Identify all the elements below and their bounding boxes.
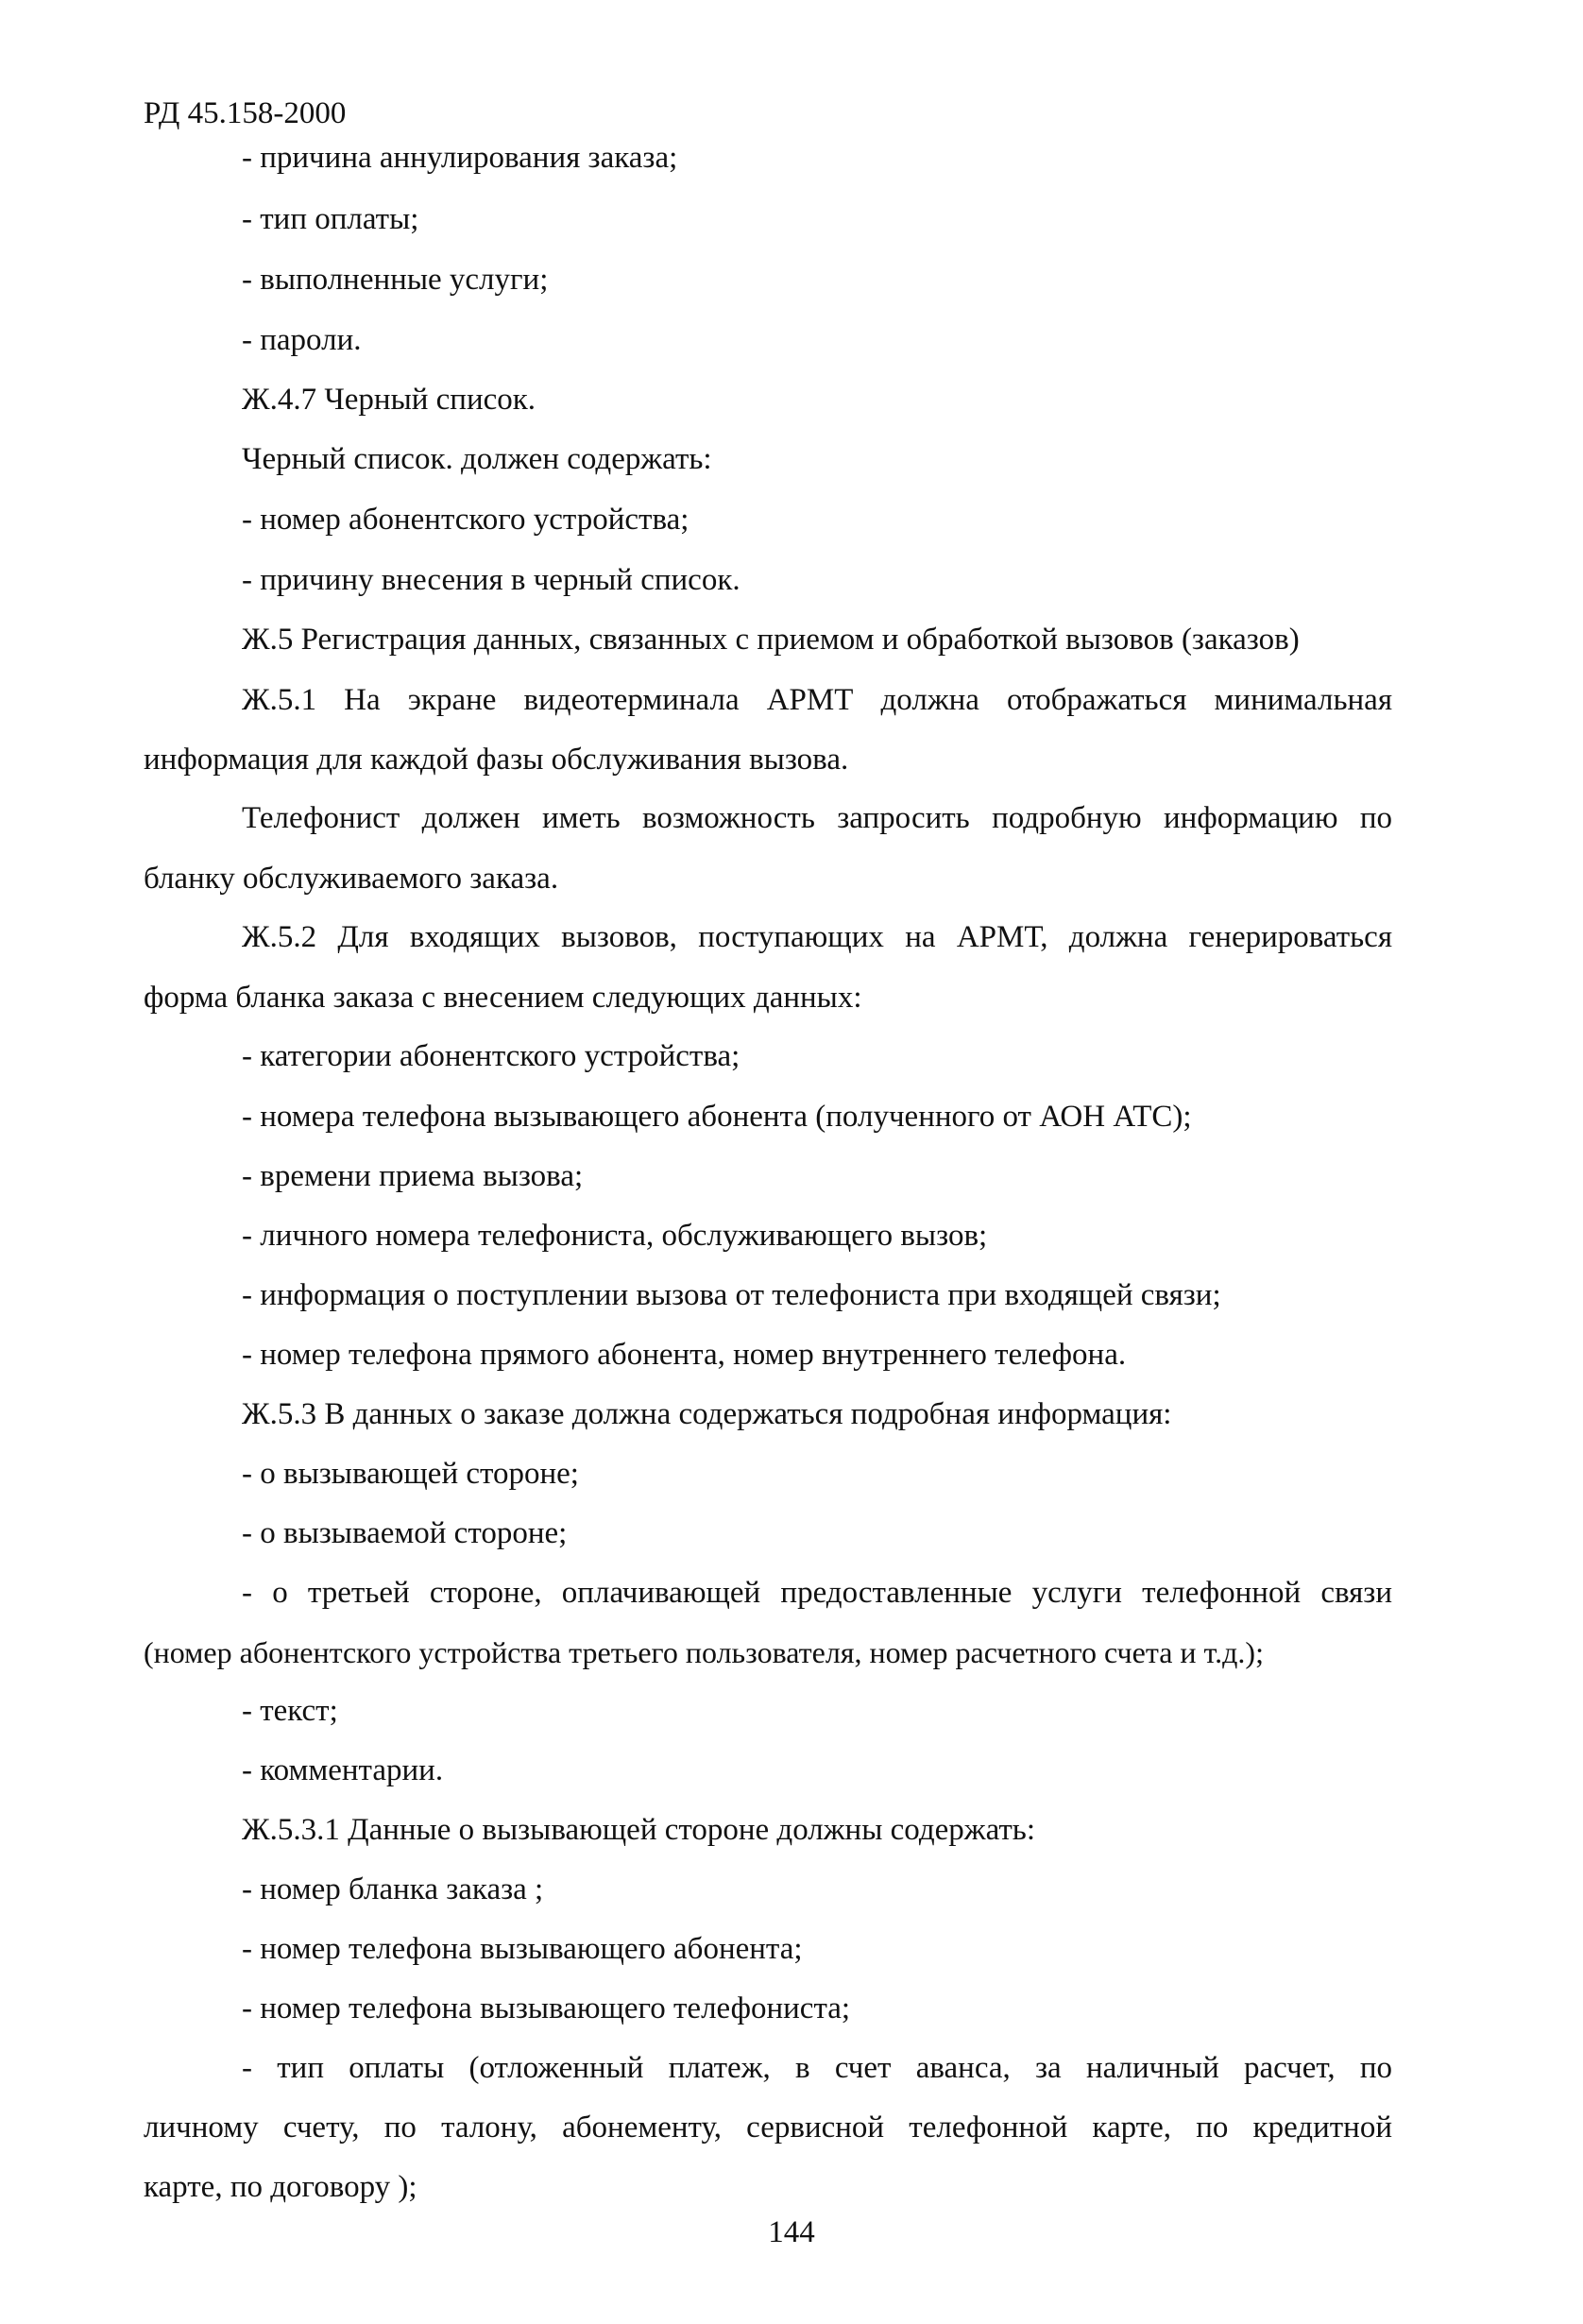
text-line: карте, по договору ); <box>144 2170 417 2204</box>
text-line: - о вызываемой стороне; <box>242 1516 568 1550</box>
text-line: - тип оплаты; <box>242 202 419 236</box>
text-line: бланку обслуживаемого заказа. <box>144 862 559 896</box>
text-line: - причину внесения в черный список. <box>242 563 740 597</box>
text-line: - номер телефона вызывающего абонента; <box>242 1932 803 1966</box>
text-line: - текст; <box>242 1694 338 1728</box>
text-line: Телефонист должен иметь возможность запросить подробную информацию по <box>242 801 1392 835</box>
text-line: Ж.5.1 На экране видеотерминала АРМТ должна отображаться минимальная <box>242 683 1392 717</box>
text-line: - времени приема вызова; <box>242 1159 584 1193</box>
text-line: - причина аннулирования заказа; <box>242 141 678 175</box>
text-line: - номер бланка заказа ; <box>242 1872 544 1906</box>
text-line: - о вызывающей стороне; <box>242 1457 579 1491</box>
text-line: - номер телефона прямого абонента, номер внутреннего телефона. <box>242 1338 1127 1372</box>
text-line: - номер телефона вызывающего телефониста; <box>242 1991 851 2025</box>
text-line: Черный список. должен содержать: <box>242 442 712 476</box>
text-line: - информация о поступлении вызова от телефониста при входящей связи; <box>242 1278 1221 1312</box>
text-line: информация для каждой фазы обслуживания вызова. <box>144 743 849 777</box>
section-heading: Ж.5.3.1 Данные о вызывающей стороне должны содержать: <box>242 1813 1036 1847</box>
text-line: - выполненные услуги; <box>242 263 549 297</box>
document-code-header: РД 45.158-2000 <box>144 96 347 130</box>
section-heading: Ж.5.3 В данных о заказе должна содержаться подробная информация: <box>242 1397 1172 1431</box>
text-line: - номера телефона вызывающего абонента (полученного от АОН АТС); <box>242 1100 1192 1134</box>
page-number: 144 <box>768 2215 815 2249</box>
text-line: - номер абонентского устройства; <box>242 503 689 537</box>
text-line: - тип оплаты (отложенный платеж, в счет аванса, за наличный расчет, по <box>242 2051 1392 2085</box>
section-heading: Ж.4.7 Черный список. <box>242 383 536 417</box>
text-line: - личного номера телефониста, обслуживающего вызов; <box>242 1219 988 1253</box>
text-line: - комментарии. <box>242 1753 444 1787</box>
text-line: (номер абонентского устройства третьего пользователя, номер расчетного счета и т.д.); <box>144 1635 1264 1669</box>
text-line: - пароли. <box>242 323 362 357</box>
text-line: личному счету, по талону, абонементу, сервисной телефонной карте, по кредитной <box>144 2110 1392 2145</box>
text-line: Ж.5.2 Для входящих вызовов, поступающих на АРМТ, должна генерироваться <box>242 920 1392 954</box>
text-line: форма бланка заказа с внесением следующих данных: <box>144 981 862 1015</box>
text-line: - о третьей стороне, оплачивающей предоставленные услуги телефонной связи <box>242 1576 1392 1610</box>
section-heading: Ж.5 Регистрация данных, связанных с приемом и обработкой вызовов (заказов) <box>242 623 1300 657</box>
text-line: - категории абонентского устройства; <box>242 1039 740 1073</box>
